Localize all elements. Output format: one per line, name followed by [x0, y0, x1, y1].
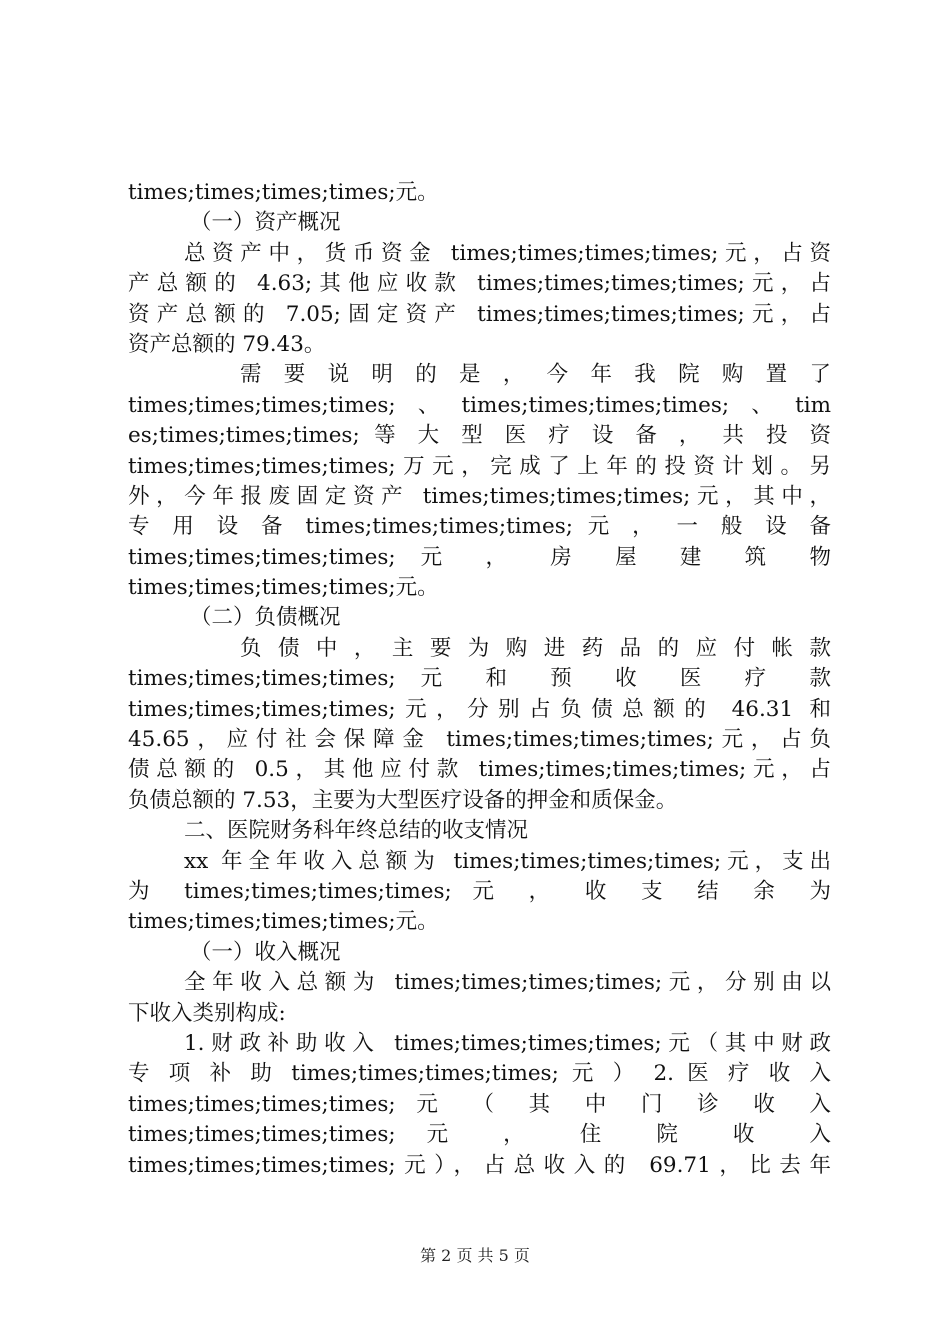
text-line: 负 债 中 ， 主 要 为 购 进 药 品 的 应 付 帐 款	[240, 635, 831, 661]
section-heading-income: （一）收入概况	[190, 939, 341, 965]
text-line: times;times;times;times;万元，完成了上年的投资计划。另	[128, 453, 831, 479]
text-line: 全年收入总额为 times;times;times;times;元，分别由以	[184, 970, 831, 996]
text-line: 下收入类别构成:	[128, 1000, 286, 1026]
document-body	[128, 178, 831, 1181]
text-line: 1.财政补助收入 times;times;times;times;元（其中财政	[184, 1030, 831, 1056]
text-line: times;times;times;times;、times;times;times;times;、tim	[128, 392, 831, 418]
section-heading-income-expense: 二、医院财务科年终总结的收支情况	[184, 818, 529, 844]
text-line: times;times;times;times; 元 ， 住 院 收 入	[128, 1122, 831, 1148]
page-number-footer: 第 2 页 共 5 页	[420, 1246, 530, 1265]
text-line: 资产总额的 7.05;固定资产 times;times;times;times;元，占	[128, 301, 831, 327]
text-line: 需 要 说 明 的 是 ， 今 年 我 院 购 置 了	[240, 362, 831, 388]
text-line: 外，今年报废固定资产 times;times;times;times;元，其中，	[128, 483, 831, 509]
text-line: 资产总额的 79.43。	[128, 331, 326, 357]
text-line: es;times;times;times; 等 大 型 医 疗 设 备 ， 共 投 资	[128, 423, 831, 449]
text-line: times;times;times;times;元，分别占负债总额的 46.31 和	[128, 696, 831, 722]
text-line: times;times;times;times; 元 （ 其 中 门 诊 收 入	[128, 1091, 831, 1117]
text-line: 产总额的 4.63;其他应收款 times;times;times;times;元，占	[128, 271, 831, 297]
text-line: times;times;times;times;元。	[128, 575, 439, 601]
text-line: 负债总额的 7.53，主要为大型医疗设备的押金和质保金。	[128, 787, 678, 813]
text-line: 专 用 设 备 times;times;times;times; 元 ， 一 般 设 备	[128, 514, 831, 540]
text-line: xx 年全年收入总额为 times;times;times;times;元，支出	[184, 848, 831, 874]
text-line: 专 项 补 助 times;times;times;times; 元 ） 2. 医 疗 收 入	[128, 1061, 831, 1087]
text-line: times;times;times;times;元。	[128, 180, 439, 205]
text-line: 债总额的 0.5，其他应付款 times;times;times;times;元，占	[128, 757, 831, 783]
text-line: times;times;times;times; 元 和 预 收 医 疗 款	[128, 666, 831, 692]
text-line: 45.65，应付社会保障金 times;times;times;times;元，占负	[128, 727, 831, 753]
section-heading-assets: （一）资产概况	[190, 210, 341, 236]
section-heading-liabilities: （二）负债概况	[190, 605, 341, 631]
text-line: times;times;times;times; 元 ， 房 屋 建 筑 物	[128, 544, 831, 570]
text-line: 为 times;times;times;times; 元 ， 收 支 结 余 为	[128, 878, 831, 904]
text-line: times;times;times;times;元），占总收入的 69.71，比去年	[128, 1152, 831, 1178]
text-line: times;times;times;times;元。	[128, 909, 439, 935]
text-line: 总资产中，货币资金 times;times;times;times;元，占资	[184, 240, 831, 266]
